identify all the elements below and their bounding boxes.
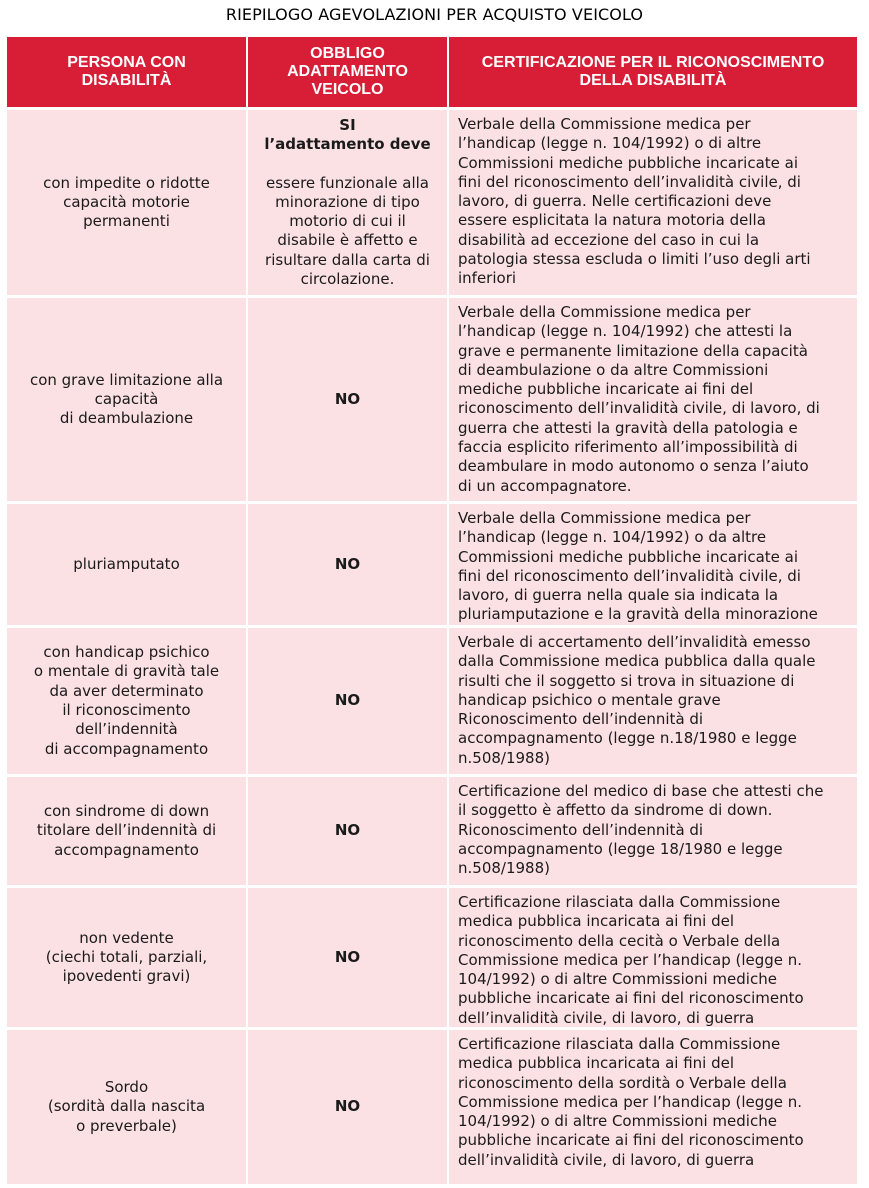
cell-certificazione-row-5: Certificazione del medico di base che attesti che il soggetto è affetto da sindrome di down. Riconoscimento dell’indennità di accompagnamento (legge 18/1980 e legge n.508/1988): [449, 777, 857, 885]
cell-obbligo-row-6: NO: [248, 888, 447, 1027]
cell-persona-row-7: Sordo (sordità dalla nascita o preverbale): [7, 1030, 246, 1184]
obbligo-detail-text: essere funzionale alla minorazione di tipo motorio di cui il disabile è affetto e risultare dalla carta di circolazione.: [265, 173, 430, 289]
header-certificazione: CERTIFICAZIONE PER IL RICONOSCIMENTO DELLA DISABILITÀ: [449, 37, 857, 107]
cell-persona-row-5: con sindrome di down titolare dell’indennità di accompagnamento: [7, 777, 246, 885]
cell-obbligo-row-4: NO: [248, 628, 447, 774]
cell-obbligo-row-2: NO: [248, 298, 447, 501]
obbligo-text: [264, 110, 430, 295]
obbligo-bold-text: SI l’adattamento deve: [264, 115, 431, 153]
cell-obbligo-row-1: [248, 110, 447, 295]
cell-certificazione-row-3: Verbale della Commissione medica per l’handicap (legge n. 104/1992) o da altre Commissioni mediche pubbliche incaricate ai fini del riconoscimento dell’invalidità civile, di lavoro, di guerra nella quale sia indicata la pluriamputazione e la gravità della minorazione: [449, 504, 857, 625]
cell-persona-row-1: con impedite o ridotte capacità motorie permanenti: [7, 110, 246, 295]
header-obbligo: OBBLIGO ADATTAMENTO VEICOLO: [248, 37, 447, 107]
cell-obbligo-row-5: NO: [248, 777, 447, 885]
page-title: RIEPILOGO AGEVOLAZIONI PER ACQUISTO VEICOLO: [225, 5, 644, 24]
cell-persona-row-2: con grave limitazione alla capacità di deambulazione: [7, 298, 246, 501]
header-persona: PERSONA CON DISABILITÀ: [7, 37, 246, 107]
cell-certificazione-row-7: Certificazione rilasciata dalla Commissione medica pubblica incaricata ai fini del riconoscimento della sordità o Verbale della Commissione medica per l’handicap (legge n. 104/1992) o di altre Commissioni mediche pubbliche incaricate ai fini del riconoscimento dell’invalidità civile, di lavoro, di guerra: [449, 1030, 857, 1184]
cell-persona-row-3: pluriamputato: [7, 504, 246, 625]
benefits-summary-table: [7, 37, 857, 1184]
cell-certificazione-row-4: Verbale di accertamento dell’invalidità emesso dalla Commissione medica pubblica dalla quale risulti che il soggetto si trova in situazione di handicap psichico o mentale grave Riconoscimento dell’indennità di accompagnamento (legge n.18/1980 e legge n.508/1988): [449, 628, 857, 774]
cell-persona-row-4: con handicap psichico o mentale di gravità tale da aver determinato il riconoscimento dell’indennità di accompagnamento: [7, 628, 246, 774]
cell-obbligo-row-3: NO: [248, 504, 447, 625]
cell-persona-row-6: non vedente (ciechi totali, parziali, ipovedenti gravi): [7, 888, 246, 1027]
cell-obbligo-row-7: NO: [248, 1030, 447, 1184]
cell-certificazione-row-2: Verbale della Commissione medica per l’handicap (legge n. 104/1992) che attesti la grave e permanente limitazione della capacità di deambulazione o da altre Commissioni mediche pubbliche incaricate ai fini del riconoscimento dell’invalidità civile, di lavoro, di guerra che attesti la gravità della patologia e faccia esplicito riferimento all’impossibilità di deambulare in modo autonomo o senza l’aiuto di un accompagnatore.: [449, 298, 857, 501]
cell-certificazione-row-1: Verbale della Commissione medica per l’handicap (legge n. 104/1992) o di altre Commissioni mediche pubbliche incaricate ai fini del riconoscimento dell’invalidità civile, di lavoro, di guerra. Nelle certificazioni deve essere esplicitata la natura motoria della disabilità ad eccezione del caso in cui la patologia stessa escluda o limiti l’uso degli arti inferiori: [449, 110, 857, 295]
cell-certificazione-row-6: Certificazione rilasciata dalla Commissione medica pubblica incaricata ai fini del riconoscimento della cecità o Verbale della Commissione medica per l’handicap (legge n. 104/1992) o di altre Commissioni mediche pubbliche incaricate ai fini del riconoscimento dell’invalidità civile, di lavoro, di guerra: [449, 888, 857, 1027]
